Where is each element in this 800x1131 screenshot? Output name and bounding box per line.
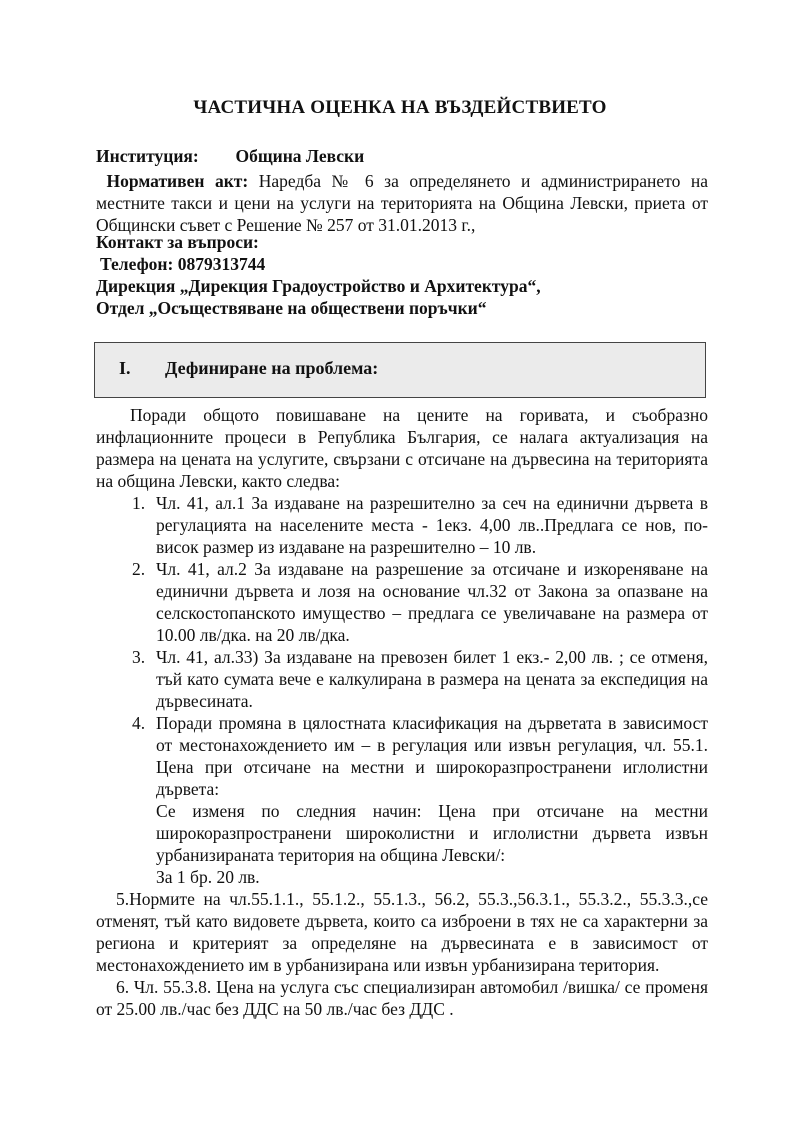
item4-price: За 1 бр. 20 лв. — [156, 867, 260, 887]
section-title: Дефиниране на проблема: — [165, 358, 379, 378]
institution-line — [96, 145, 716, 167]
item4-continuation: Се изменя по следния начин: Цена при отсичане на местни широкоразпространени широколистни и иглолистни дървета извън урбанизираната територия на община Левски/: — [156, 801, 708, 865]
intro-paragraph: Поради общото повишаване на цените на горивата, и съобразно инфлационните процеси в Република България, се налага актуализация на размера на цената на услугите, свързани с отсичане на дървесина на територията на община Левски, както следва: — [96, 405, 708, 491]
contact-label: Контакт за въпроси: — [96, 232, 259, 252]
paragraph-5: 5.Нормите на чл.55.1.1., 55.1.2., 55.1.3., 56.2, 55.3.,56.3.1., 55.3.2., 55.3.3.,се отменят, тъй като видовете дървета, които са изброени в тях не са характерни за региона и критерият за определяне на дървесината е в зависимост от местонахождението им в урбанизирана или извън урбанизирана територия. — [96, 889, 708, 975]
list-item — [96, 646, 708, 712]
item-text: Чл. 41, ал.1 За издаване на разрешително за сеч на единични дървета в регулацията на населените места - 1екз. 4,00 лв..Предлага се нов, по-висок размер из издаване на разрешително – 10 лв. — [156, 493, 708, 557]
institution-value: Община Левски — [235, 146, 365, 166]
item-number: 4. — [132, 713, 146, 733]
item-number: 2. — [132, 559, 146, 579]
item-text: Чл. 41, ал.2 За издаване на разрешение за отсичане и изкореняване на единични дървета и лозя на основание чл.32 от Закона за опазване на селскостопанското имущество – предлага се увеличаване на размера от 10.00 лв/дка. на 20 лв/дка. — [156, 559, 708, 645]
list-item — [96, 558, 708, 646]
section-heading-box — [94, 342, 706, 398]
document-title: ЧАСТИЧНА ОЦЕНКА НА ВЪЗДЕЙСТВИЕТО — [193, 97, 607, 118]
act-label: Нормативен акт: — [106, 171, 249, 191]
phone: Телефон: 0879313744 — [100, 254, 266, 274]
directorate: Дирекция „Дирекция Градоустройство и Архитектура“, — [96, 276, 541, 296]
institution-label: Институция: — [96, 146, 199, 166]
department: Отдел „Осъществяване на обществени поръчки“ — [96, 298, 487, 318]
body — [96, 404, 708, 1020]
items-list — [96, 492, 708, 800]
list-item — [96, 712, 708, 800]
act-text: Наредба № 6 за определянето и администрирането на местните такси и цени на услуги на територията на Община Левски, приета от Общински съвет с Решение № 257 от 31.01.2013 г., — [96, 171, 709, 235]
list-item — [96, 492, 708, 558]
item-text: Чл. 41, ал.33) За издаване на превозен билет 1 екз.- 2,00 лв. ; се отменя, тъй като сумата вече е калкулирана в размера на цената за експедиция на дървесината. — [156, 647, 708, 711]
paragraph-6: 6. Чл. 55.3.8. Цена на услуга със специализиран автомобил /вишка/ се променя от 25.00 лв./час без ДДС на 50 лв./час без ДДС . — [96, 977, 708, 1019]
item-number: 1. — [132, 493, 146, 513]
normative-act — [96, 170, 708, 236]
section-number: I. — [119, 358, 131, 378]
item-number: 3. — [132, 647, 146, 667]
item-text: Поради промяна в цялостната класификация на дърветата в зависимост от местонахождението им – в регулация или извън регулация, чл. 55.1. Цена при отсичане на местни и широкоразпространени иглолистни дървета: — [156, 713, 708, 799]
